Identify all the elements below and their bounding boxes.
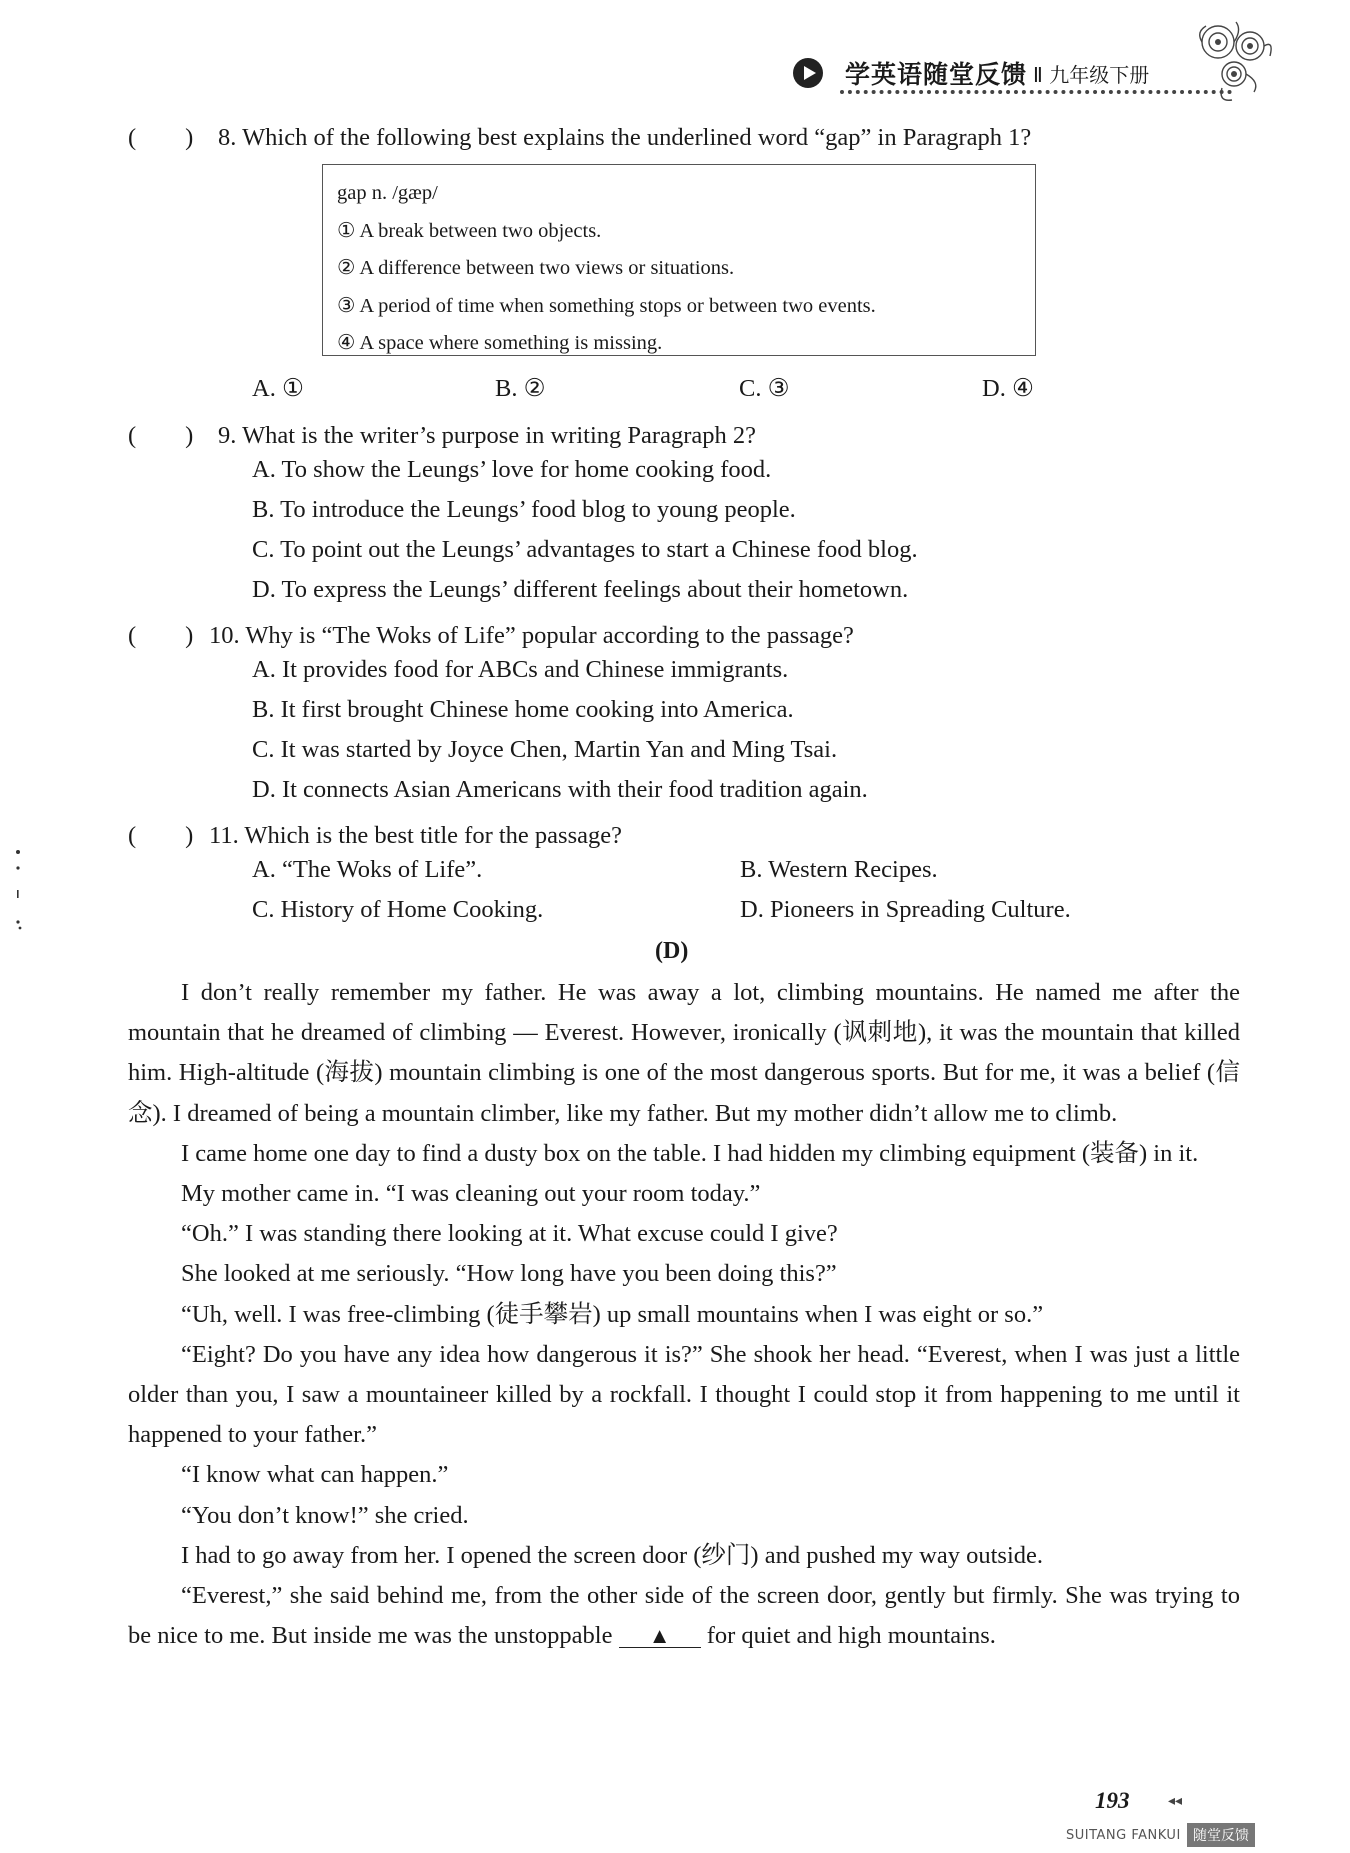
page-number: 193 <box>1095 1788 1130 1813</box>
section-heading: (D) <box>655 938 689 964</box>
fill-in-blank[interactable]: ▲ <box>619 1625 701 1648</box>
question-9 <box>128 416 756 451</box>
option-a[interactable]: A. “The Woks of Life”. <box>252 856 483 883</box>
question-number: 9. <box>218 422 237 449</box>
option-d[interactable]: D. To express the Leungs’ different feelings about their hometown. <box>252 576 909 603</box>
passage-paragraph: “I know what can happen.” <box>181 1461 449 1489</box>
play-icon <box>793 58 823 88</box>
dictionary-box <box>322 164 1036 356</box>
footer-brand-en: SUITANG FANKUI <box>1066 1828 1181 1843</box>
passage-paragraph: I had to go away from her. I opened the screen door (纱门) and pushed my way outside. <box>181 1541 1044 1569</box>
rewind-icon: ◂◂ <box>1168 1794 1183 1809</box>
question-11 <box>128 816 622 851</box>
question-stem: What is the writer’s purpose in writing Paragraph 2? <box>242 422 756 449</box>
book-subtitle: Ⅱ 九年级下册 <box>1033 62 1150 87</box>
passage-paragraph: “Uh, well. I was free-climbing (徒手攀岩) up small mountains when I was eight or so.” <box>181 1300 1044 1328</box>
reading-passage <box>128 973 1240 1656</box>
answer-blank[interactable]: ( ) <box>128 822 194 849</box>
dictionary-sense: ④ A space where something is missing. <box>337 332 663 354</box>
option-c[interactable]: C. History of Home Cooking. <box>252 896 544 923</box>
option-c[interactable]: C. It was started by Joyce Chen, Martin Yan and Ming Tsai. <box>252 736 838 763</box>
binding-marks <box>14 848 22 933</box>
option-b[interactable]: B. ② <box>495 375 546 402</box>
passage-paragraph: I came home one day to find a dusty box on the table. I had hidden my climbing equipment (装备) in it. <box>181 1139 1199 1167</box>
question-stem: Which of the following best explains the underlined word “gap” in Paragraph 1? <box>242 124 1032 151</box>
passage-paragraph: “Eight? Do you have any idea how dangerous it is?” She shook her head. “Everest, when I was just a little older than you, I saw a mountaineer killed by a rockfall. I thought I could stop it from happening to me until it happened to your father.” <box>128 1340 1240 1449</box>
question-number: 11. <box>209 822 239 849</box>
passage-paragraph: I don’t really remember my father. He was away a lot, climbing mountains. He named me after the mountain that he dreamed of climbing — Everest. However, ironically (讽刺地), it was the mountain that killed him. High-altitude (海拔) mountain climbing is one of the most dangerous sports. But for me, it was a belief (信念). I dreamed of being a mountain climber, like my father. But my mother didn’t allow me to climb. <box>128 979 1240 1127</box>
question-10 <box>128 616 854 651</box>
passage-paragraph-last <box>128 1576 1240 1656</box>
option-a[interactable]: A. To show the Leungs’ love for home cooking food. <box>252 456 772 483</box>
passage-paragraph: My mother came in. “I was cleaning out your room today.” <box>181 1180 761 1208</box>
option-b[interactable]: B. To introduce the Leungs’ food blog to young people. <box>252 496 796 523</box>
dictionary-headword: gap n. /gæp/ <box>337 182 438 204</box>
option-c[interactable]: C. ③ <box>739 375 790 402</box>
answer-blank[interactable]: ( ) <box>128 422 194 449</box>
question-number: 8. <box>218 124 237 151</box>
option-b[interactable]: B. It first brought Chinese home cooking into America. <box>252 696 794 723</box>
passage-paragraph: “Oh.” I was standing there looking at it. What excuse could I give? <box>181 1220 838 1248</box>
question-8 <box>128 118 1031 153</box>
question-stem: Which is the best title for the passage? <box>244 822 622 849</box>
passage-paragraph: “You don’t know!” she cried. <box>181 1501 469 1529</box>
dictionary-sense: ② A difference between two views or situations. <box>337 257 735 279</box>
footer-brand-zh: 随堂反馈 <box>1187 1823 1255 1847</box>
passage-text: “Everest,” she said behind me, from the other side of the screen door, gently but firmly. She was trying to be nice to me. But inside me was the unstoppable <box>128 1582 1240 1650</box>
dictionary-sense: ① A break between two objects. <box>337 219 602 242</box>
option-b[interactable]: B. Western Recipes. <box>740 856 938 883</box>
option-a[interactable]: A. ① <box>252 375 304 402</box>
question-stem: Why is “The Woks of Life” popular according to the passage? <box>245 622 854 649</box>
answer-blank[interactable]: ( ) <box>128 622 194 649</box>
answer-blank[interactable]: ( ) <box>128 124 194 151</box>
option-a[interactable]: A. It provides food for ABCs and Chinese immigrants. <box>252 656 789 683</box>
passage-paragraph: She looked at me seriously. “How long have you been doing this?” <box>181 1260 837 1288</box>
passage-text: for quiet and high mountains. <box>700 1622 996 1650</box>
book-title: 学英语随堂反馈 <box>845 60 1028 89</box>
option-d[interactable]: D. It connects Asian Americans with their food tradition again. <box>252 776 868 803</box>
dictionary-sense: ③ A period of time when something stops or between two events. <box>337 294 876 317</box>
option-d[interactable]: D. ④ <box>982 375 1034 402</box>
flower-decoration-icon <box>1188 12 1284 112</box>
option-d[interactable]: D. Pioneers in Spreading Culture. <box>740 896 1071 923</box>
option-c[interactable]: C. To point out the Leungs’ advantages to start a Chinese food blog. <box>252 536 918 563</box>
question-number: 10. <box>209 622 240 649</box>
header-dotted-rule <box>840 90 1232 94</box>
